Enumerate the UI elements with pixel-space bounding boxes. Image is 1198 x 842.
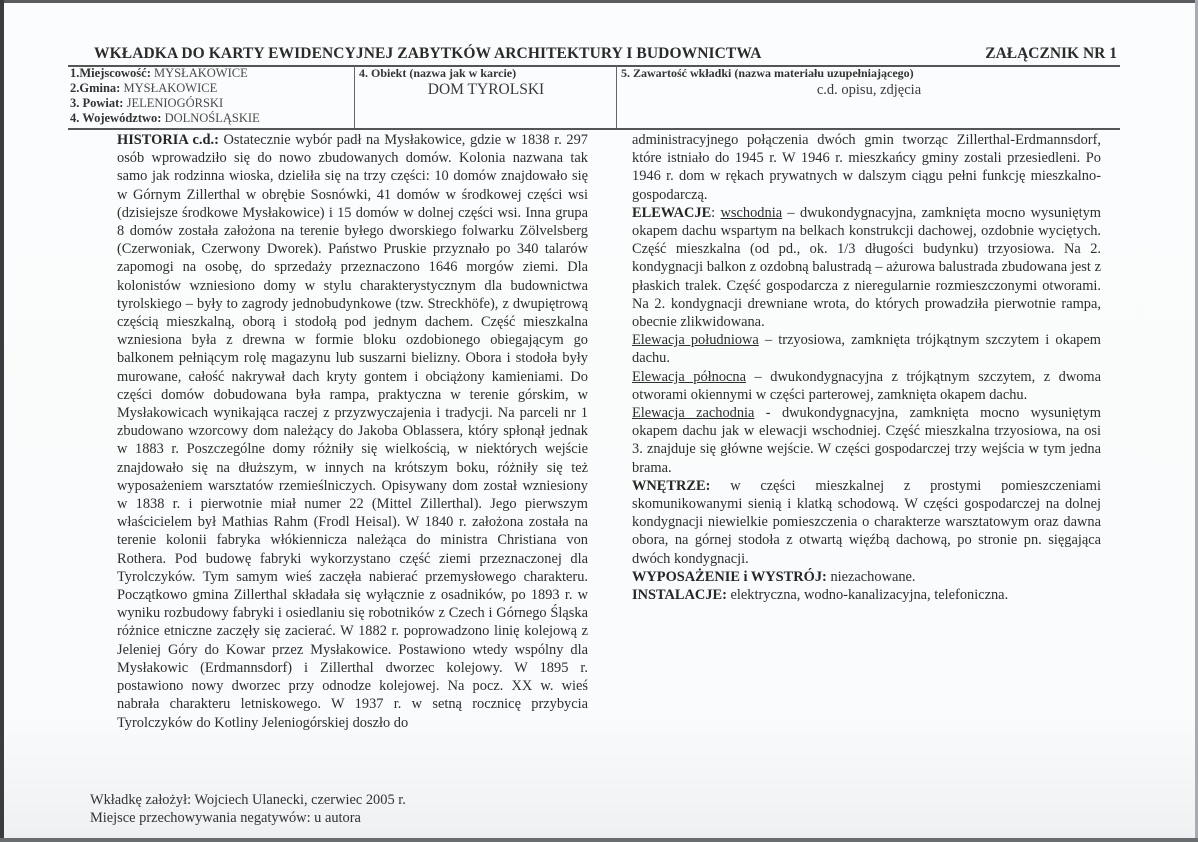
wnetrze-heading: WNĘTRZE: [632, 477, 711, 494]
poludniowa-text: – trzyosiowa, zamknięta trójkątnym szczytem i okapem dachu. [632, 332, 1101, 367]
zachodnia-label: Elewacja zachodnia [632, 405, 755, 422]
wnetrze-text: w części mieszkalnej z prostymi pomieszczeniami skomunikowanymi sienią i klatką schodową. W części gospodarczej na dolnej kondygnacji niewielkie pomieszczenia o charakterze warsztatowym oraz dawna obora, na górnej stodoła z otwartą więźbą dachową, po stronie pn. sięgająca dwóch kondygnacji. [632, 477, 1101, 567]
gmina-label: 2.Gmina: [70, 81, 121, 95]
gmina-field [68, 81, 354, 96]
wojewodztwo-label: 4. Województwo: [70, 111, 162, 125]
right-text-column [632, 131, 1101, 604]
wnetrze-paragraph [632, 477, 1101, 568]
contents-field [616, 66, 1121, 128]
scan-edge-top [0, 0, 1198, 3]
wyposazenie-heading: WYPOSAŻENIE i WYSTRÓJ: [632, 568, 827, 585]
wschodnia-label: wschodnia [720, 204, 783, 221]
location-fields [68, 66, 354, 128]
polnocna-text: – dwukondygnacyjna z trójkątnym szczytem, z dwoma otworami okiennymi w części parterowej, zamknięta okapem dachu. [632, 368, 1101, 403]
gmina-value: MYSŁAKOWICE [123, 81, 218, 95]
historia-text: Ostatecznie wybór padł na Mysłakowice, gdzie w 1838 r. 297 osób wprowadziło się do nowo zbudowanych domów. Kolonia nazwana tak samo jak rodzinna wioska, dzieliła się na trzy części: 10 domów znajdowało się w Górnym Zillerthal w obrębie Sosnówki, 41 domów w środkowej części wsi (dzisiejsze środkowe Mysłakowice) i 15 domów w dolnej części wsi. Inna grupa 8 domów została założona na terenie byłego dworskiego folwarku Zölvelsberg (Czerwoniak, Czerwony Dworek). Państwo Pruskie przyznało po 340 talarów zapomogi na osobę, do sprzedaży przeznaczono 1646 morgów ziemi. Dla kolonistów wzniesiono domy w stylu charakterystycznym dla budownictwa tyrolskiego – były to zagrody jednobudynkowe (tzw. Streckhöfe), z dwupiętrową częścią mieszkalną, oborą i stodołą pod jednym dachem. Część mieszkalna wzniesiona była z drewna w formie bloku ozdobionego obiegającym go balkonem pełniącym rolę magazynu lub suszarni bielizny. Obora i stodoła były murowane, całość nakrywał dach kryty gontem i obciążony kamieniami. Do części domów dobudowana była rampa, praktyczna w terenie górskim, w Mysłakowicach wynikająca raczej z przyzwyczajenia i tradycji. Na parceli nr 1 zbudowano wzorcowy dom należący do Jakoba Oblassera, który spłonął jednak w 1883 r. Poszczególne domy różniły się wielkością, w niektórych wejście znajdowało się na dłuższym, w innych na krótszym boku, różniły się też wyposażeniem warsztatów rzemieślniczych. Opisywany dom został wzniesiony w 1838 r. i pierwotnie miał numer 22 (Mittel Zillerthal). Jego pierwszym właścicielem był Mathias Rahm (Frodl Heisal). W 1840 r. założona została na terenie kolonii fabryka włókiennicza należąca do ministra Christiana von Rothera. Pod budowę fabryki wykorzystano część ziemi przeznaczonej dla Tyrolczyków. Tym samym wieś zaczęła nabierać przemysłowego charakteru. Początkowo gmina Zillerthal składała się wyłącznie z osadników, po 1893 r. w wyniku rozbudowy fabryki i osiedlaniu się robotników z Czech i Górnego Śląska różnice etniczne zaczęły się zacierać. W 1882 r. poprowadzono linię kolejową z Jeleniej Góry do Kowar przez Mysłakowice. Postawiono wtedy wspólny dla Mysłakowic (Erdmannsdorf) i Zillerthal dworzec kolejowy. W 1895 r. postawiono nowy dworzec przy odnodze kolejowej. Na pocz. XX w. wieś nabrała charakteru letniskowego. W 1937 r. w setną rocznicę przybycia Tyrolczyków do Kotliny Jeleniogórskiej doszło do [117, 132, 588, 731]
historia-heading: HISTORIA c.d.: [117, 132, 219, 148]
author-line: Wkładkę założył: Wojciech Ulanecki, czerwiec 2005 r. [90, 792, 406, 808]
polnocna-label: Elewacja północna [632, 368, 747, 385]
negatives-line: Miejsce przechowywania negatywów: u autora [90, 810, 361, 827]
object-label: 4. Obiekt (nazwa jak w karcie) [359, 66, 517, 80]
elewacje-colon: : [711, 204, 721, 221]
wschodnia-text: – dwukondygnacyjna, zamknięta mocno wysuniętym okapem dachu wspartym na belkach konstrukcji dachowej, ozdobnie wyciętych. Część mieszkalna (od pd., ok. 1/3 długości budynku) trzyosiowa. Na 2. kondygnacji balkon z ozdobną balustradą – ażurowa balustrada zbudowana jest z płaskich tralek. Część gospodarcza z nieregularnie rozmieszczonymi otworami. Na 2. kondygnacji drewniane wrota, do których prowadziła pierwotnie rampa, obecnie zlikwidowana. [632, 204, 1101, 331]
elewacje-heading: ELEWACJE [632, 204, 712, 221]
miejscowosc-label: 1.Miejscowość: [70, 66, 151, 80]
powiat-label: 3. Powiat: [70, 96, 124, 110]
wojewodztwo-value: DOLNOŚLĄSKIE [164, 111, 260, 125]
wojewodztwo-field [68, 111, 354, 126]
historia-paragraph [117, 131, 588, 732]
contents-label: 5. Zawartość wkładki (nazwa materiału uzupełniającego) [621, 66, 914, 80]
poludniowa-paragraph [632, 331, 1101, 367]
header-bottom-rule [68, 128, 1120, 130]
document-title: WKŁADKA DO KARTY EWIDENCYJNEJ ZABYTKÓW ARCHITEKTURY I BUDOWNICTWA [94, 45, 762, 62]
scan-edge-bottom [0, 838, 1198, 842]
wyposazenie-paragraph [632, 568, 1101, 586]
footer [90, 791, 406, 827]
miejscowosc-value: MYSŁAKOWICE [154, 66, 248, 80]
left-text-column [117, 131, 588, 732]
poludniowa-label: Elewacja południowa [632, 332, 759, 349]
powiat-field [68, 96, 354, 111]
wyposazenie-text: niezachowane. [826, 568, 916, 585]
zachodnia-text: - dwukondygnacyjna, zamknięta mocno wysuniętym okapem dachu jak w elewacji wschodniej. Część mieszkalna trzyosiowa, na osi 3. znajduje się główne wejście. W części gospodarczej trzy wejścia w tym jedna brama. [632, 405, 1102, 476]
scan-edge-left [0, 0, 4, 842]
instalacje-heading: INSTALACJE: [632, 587, 727, 604]
header-fields [68, 66, 1120, 128]
title-row [68, 45, 1120, 65]
instalacje-paragraph [632, 586, 1101, 604]
polnocna-paragraph [632, 368, 1101, 404]
annex-label: ZAŁĄCZNIK NR 1 [985, 45, 1117, 62]
powiat-value: JELENIOGÓRSKI [126, 96, 224, 110]
object-field [354, 66, 617, 128]
historia-continued: administracyjnego połączenia dwóch gmin tworząc Zillerthal-Erdmannsdorf, które istniało do 1945 r. W 1946 r. mieszkańcy gminy zostali przesiedleni. Po 1946 r. dom w rękach prywatnych w dalszym ciągu pełni funkcję mieszkalno-gospodarczą. [632, 132, 1101, 203]
elewacje-paragraph [632, 204, 1101, 331]
instalacje-text: elektryczna, wodno-kanalizacyjna, telefoniczna. [726, 587, 1009, 604]
miejscowosc-field [68, 66, 354, 81]
object-value: DOM TYROLSKI [427, 81, 545, 98]
zachodnia-paragraph [632, 404, 1101, 477]
contents-value: c.d. opisu, zdjęcia [816, 82, 922, 98]
